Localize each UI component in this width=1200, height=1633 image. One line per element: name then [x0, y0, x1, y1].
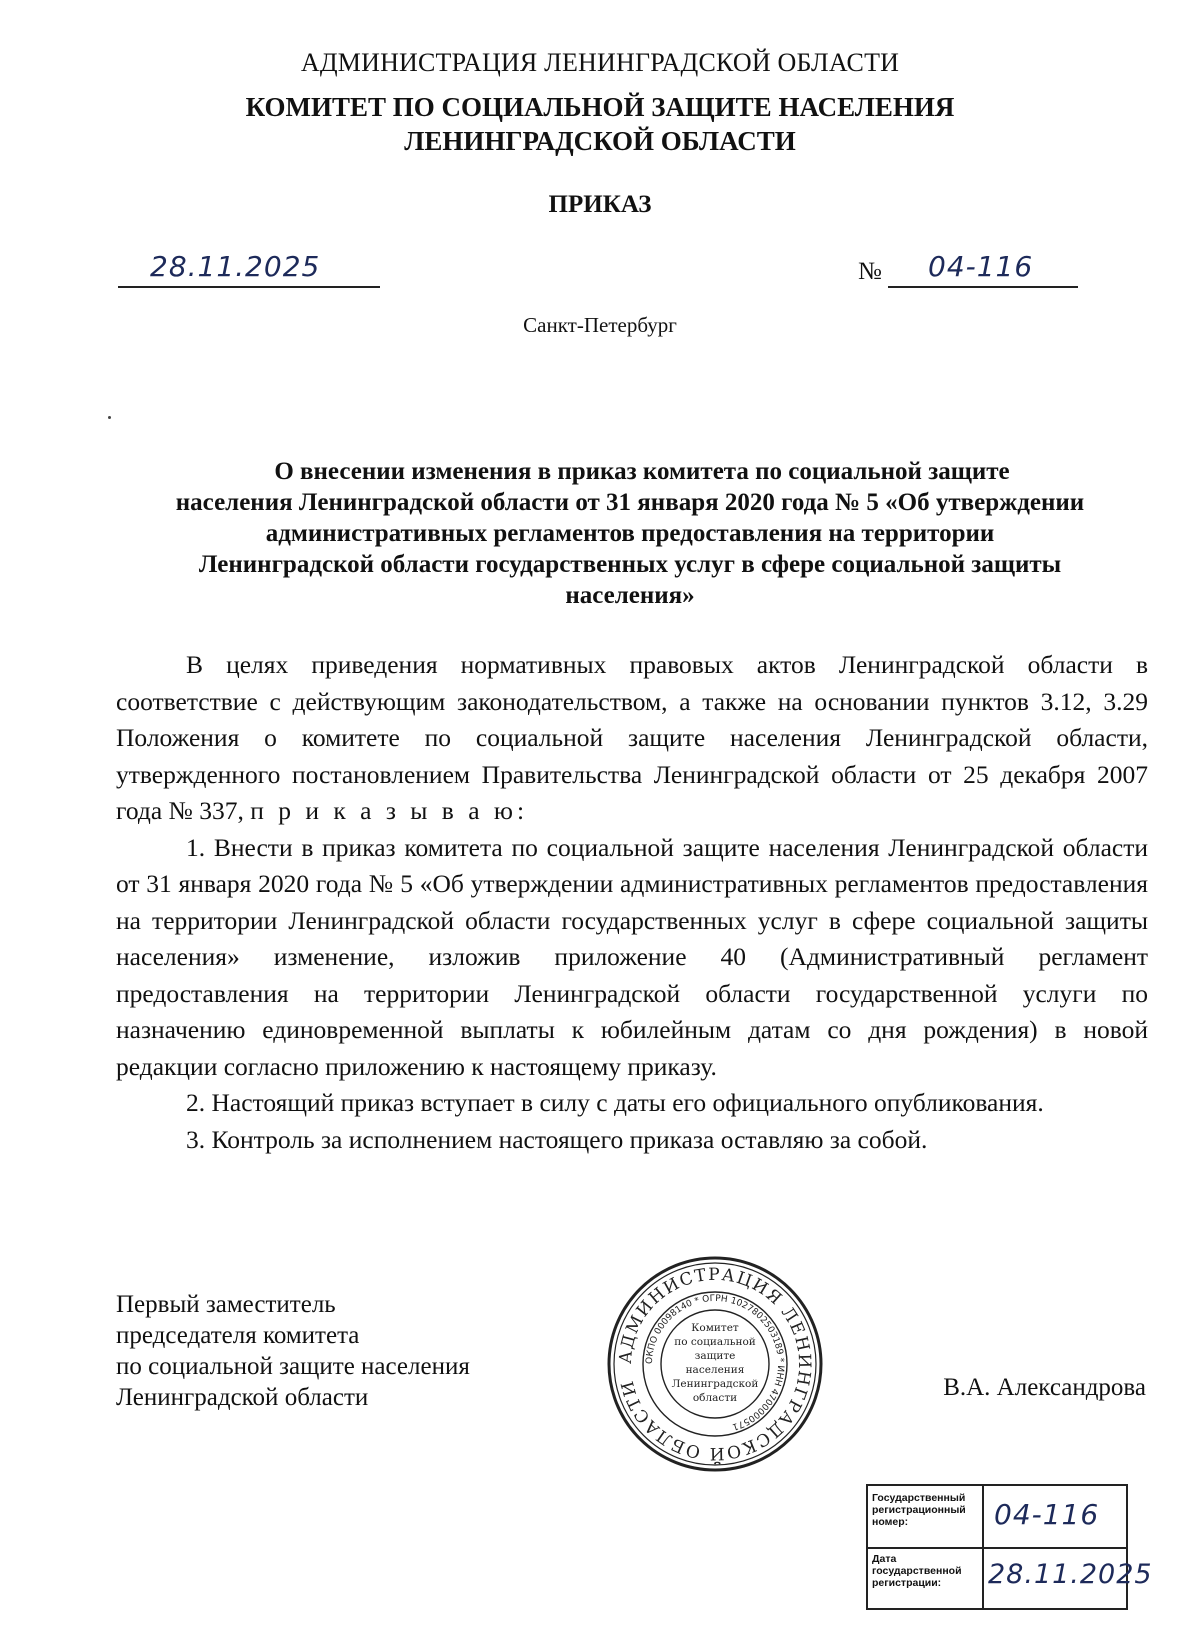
title-line1: О внесении изменения в приказ комитета по социальной защите	[274, 458, 1010, 485]
registration-number-value: 04-116	[994, 1498, 1100, 1531]
seal-ring-text: АДМИНИСТРАЦИЯ ЛЕНИНГРАДСКОЙ ОБЛАСТИ	[615, 1264, 815, 1464]
svg-text:Комитет: Комитет	[691, 1322, 739, 1334]
order-number: 04-116	[928, 250, 1034, 283]
registration-date-value: 28.11.2025	[988, 1559, 1153, 1590]
date-underline	[118, 286, 380, 288]
seal-center-text	[672, 1322, 759, 1404]
document-type: ПРИКАЗ	[548, 191, 652, 218]
official-seal	[606, 1255, 824, 1473]
committee-heading-line2: ЛЕНИНГРАДСКОЙ ОБЛАСТИ	[404, 126, 796, 156]
registration-date-row	[868, 1547, 1153, 1608]
preamble-text: В целях приведения нормативных правовых актов Ленинградской области в соответствие с действующим законодательством, а также на основании пунктов 3.12, 3.29 Положения о комитете по социальной защите населения Ленинградской области, утвержденного постановлением Правительства Ленинградской области от 25 декабря 2007 года № 337,	[116, 650, 1148, 825]
registration-divider	[982, 1547, 984, 1608]
registration-date-label: Дата государственной регистрации:	[872, 1553, 962, 1589]
seal-inner-ring-text: ОКПО 00098140 * ОГРН 1027802503189 * ИНН 4700000571	[644, 1293, 786, 1432]
title-line2: населения Ленинградской области от 31 января 2020 года № 5 «Об утверждении	[175, 489, 1085, 516]
item-2: 2. Настоящий приказ вступает в силу с даты его официального опубликования.	[186, 1088, 1044, 1117]
seal-graphic	[606, 1255, 824, 1473]
svg-text:населения: населения	[685, 1364, 745, 1376]
svg-text:защите: защите	[694, 1350, 736, 1362]
svg-text:области: области	[692, 1392, 738, 1404]
position-line3: по социальной защите населения	[116, 1353, 470, 1380]
registration-divider	[982, 1486, 984, 1547]
item-1: 1. Внести в приказ комитета по социальной защите населения Ленинградской области от 31 января 2020 года № 5 «Об утверждении административных регламентов предоставления на территории Ленинградской области государственных услуг в сфере социальной защиты населения» изменение, изложив приложение 40 (Административный регламент предоставления на территории Ленинградской области государственной услуги по назначению единовременной выплаты к юбилейным датам со дня рождения) в новой редакции согласно приложению к настоящему приказу.	[116, 832, 1148, 1081]
position-line1: Первый заместитель	[116, 1291, 336, 1318]
registration-number-label: Государственный регистрационный номер:	[872, 1492, 966, 1528]
signatory-position	[116, 1289, 470, 1413]
item-3: 3. Контроль за исполнением настоящего приказа оставляю за собой.	[186, 1124, 928, 1154]
svg-text:Ленинградской: Ленинградской	[671, 1378, 759, 1390]
title-line3: административных регламентов предоставления на территории	[265, 520, 995, 547]
number-sign: №	[858, 258, 882, 285]
title-line5: населения»	[565, 582, 695, 609]
order-body	[116, 647, 1148, 1158]
scan-speck	[108, 416, 111, 419]
preamble-paragraph	[116, 647, 1148, 830]
svg-text:по социальной: по социальной	[674, 1336, 756, 1348]
position-line2: председателя комитета	[116, 1322, 360, 1349]
order-title	[110, 456, 1150, 611]
signatory-name: В.А. Александрова	[943, 1374, 1146, 1401]
number-underline	[888, 286, 1078, 288]
committee-heading-line1: КОМИТЕТ ПО СОЦИАЛЬНОЙ ЗАЩИТЕ НАСЕЛЕНИЯ	[245, 92, 955, 122]
city: Санкт-Петербург	[523, 313, 677, 337]
registration-number-row	[868, 1486, 1126, 1549]
order-date: 28.11.2025	[150, 250, 321, 283]
registration-box	[866, 1484, 1153, 1610]
committee-heading	[0, 90, 1200, 158]
decree-word: п р и к а з ы в а ю:	[250, 796, 529, 825]
administration-heading: АДМИНИСТРАЦИЯ ЛЕНИНГРАДСКОЙ ОБЛАСТИ	[300, 48, 900, 77]
title-line4: Ленинградской области государственных услуг в сфере социальной защиты	[198, 551, 1062, 578]
position-line4: Ленинградской области	[116, 1384, 369, 1411]
